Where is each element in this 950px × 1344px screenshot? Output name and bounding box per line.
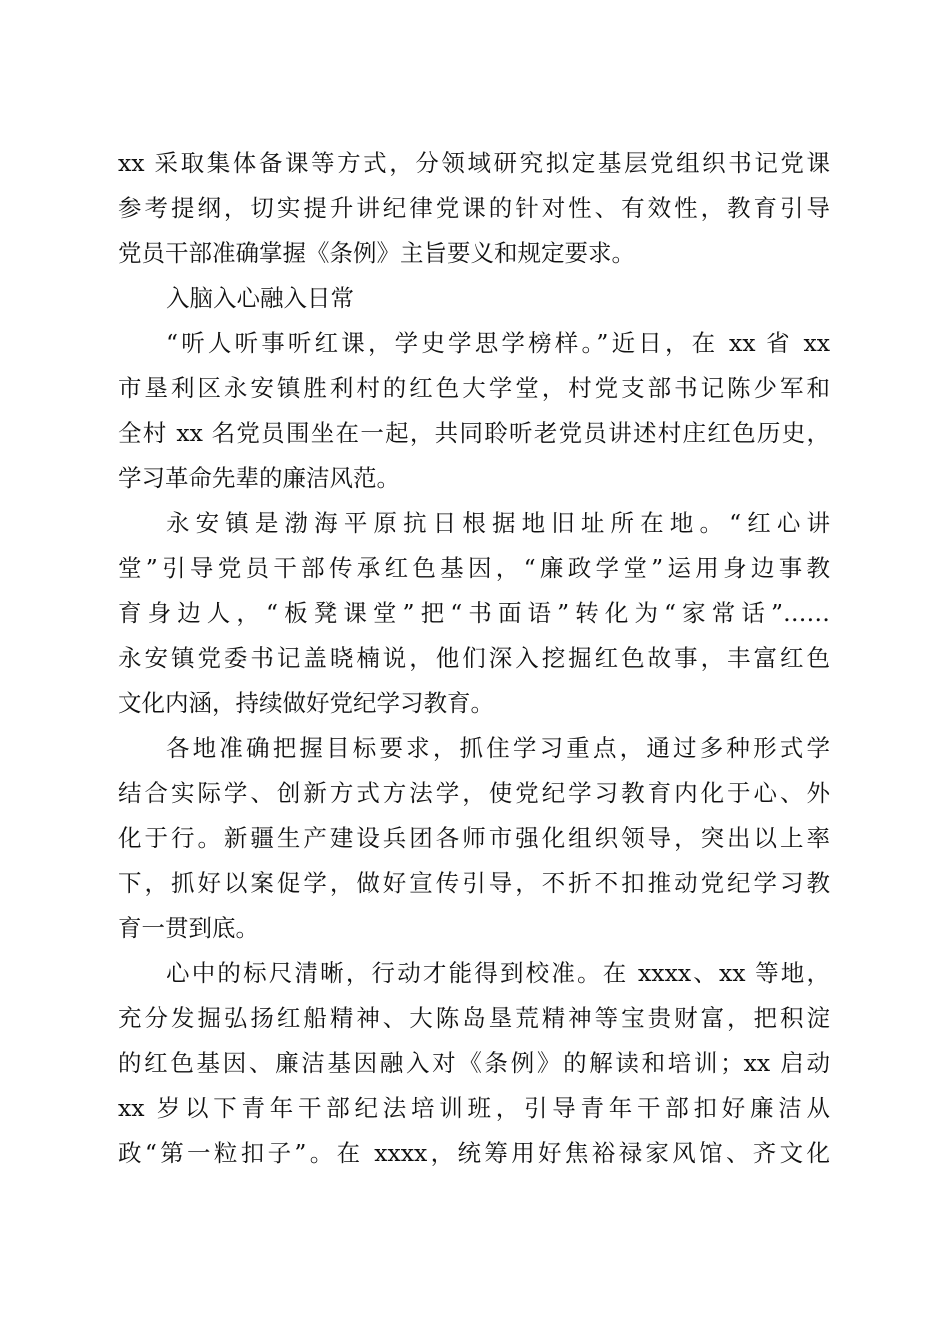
text-line: 堂”引导党员干部传承红色基因，“廉政学堂”运用身边事教	[118, 554, 830, 582]
paragraph	[118, 951, 830, 1176]
text-line: 文化内涵，持续做好党纪学习教育。	[118, 689, 494, 717]
text-line: “听人听事听红课，学史学思学榜样。”近日，在 xx 省 xx	[166, 329, 830, 357]
text-line: 结合实际学、创新方式方法学，使党纪学习教育内化于心、外	[118, 779, 830, 807]
paragraph	[118, 141, 830, 276]
text-line: 化于行。新疆生产建设兵团各师市强化组织领导，突出以上率	[118, 824, 830, 852]
text-line: 全村 xx 名党员围坐在一起，共同聆听老党员讲述村庄红色历史，	[118, 419, 830, 447]
text-line: 政“第一粒扣子”。在 xxxx，统筹用好焦裕禄家风馆、齐文化	[118, 1139, 830, 1167]
text-line: 永安镇是渤海平原抗日根据地旧址所在地。“红心讲	[166, 509, 830, 537]
text-line: 参考提纲，切实提升讲纪律党课的针对性、有效性，教育引导	[118, 194, 830, 222]
document-body	[118, 141, 830, 1176]
text-line: xx 岁以下青年干部纪法培训班，引导青年干部扣好廉洁从	[118, 1094, 830, 1122]
heading-text: 入脑入心融入日常	[166, 284, 354, 312]
text-line: 永安镇党委书记盖晓楠说，他们深入挖掘红色故事，丰富红色	[118, 644, 830, 672]
paragraph	[118, 321, 830, 501]
text-line: 学习革命先辈的廉洁风范。	[118, 464, 400, 492]
section-heading	[118, 276, 830, 321]
text-line: 育一贯到底。	[118, 914, 259, 942]
text-line: 充分发掘弘扬红船精神、大陈岛垦荒精神等宝贵财富，把积淀	[118, 1004, 830, 1032]
text-line: 各地准确把握目标要求，抓住学习重点，通过多种形式学	[166, 734, 830, 762]
text-line: 育身边人，“板凳课堂”把“书面语”转化为“家常话”……	[118, 599, 830, 627]
paragraph	[118, 501, 830, 726]
text-line: 下，抓好以案促学，做好宣传引导，不折不扣推动党纪学习教	[118, 869, 830, 897]
text-line: 心中的标尺清晰，行动才能得到校准。在 xxxx、xx 等地，	[166, 959, 830, 987]
paragraph	[118, 726, 830, 951]
text-line: xx 采取集体备课等方式，分领域研究拟定基层党组织书记党课	[118, 149, 830, 177]
text-line: 的红色基因、廉洁基因融入对《条例》的解读和培训；xx 启动	[118, 1049, 830, 1077]
text-line: 市垦利区永安镇胜利村的红色大学堂，村党支部书记陈少军和	[118, 374, 830, 402]
text-line: 党员干部准确掌握《条例》主旨要义和规定要求。	[118, 239, 635, 267]
